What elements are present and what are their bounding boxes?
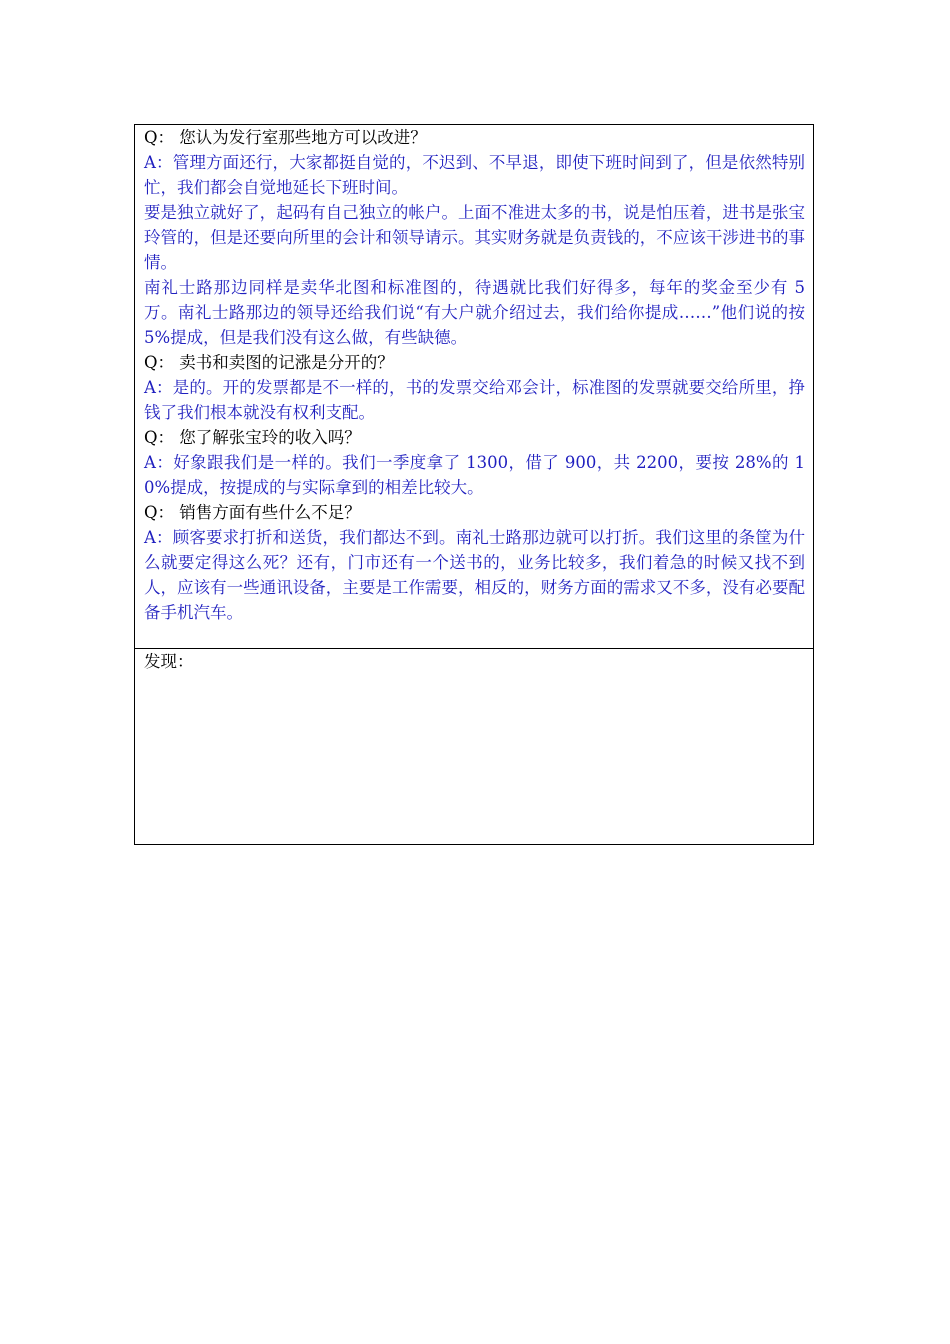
question-line: Q： 您了解张宝玲的收入吗？ <box>144 428 361 447</box>
interview-table <box>134 124 814 845</box>
question-line: Q： 您认为发行室那些地方可以改进？ <box>144 128 427 147</box>
answer-line: A：顾客要求打折和送货，我们都达不到。南礼士路那边就可以打折。我们这里的条筐为什么就要定得这么死？还有，门市还有一个送书的，业务比较多，我们着急的时候又找不到人，应该有一些通讯设备，主要是工作需要，相反的，财务方面的需求又不多，没有必要配备手机汽车。 <box>144 528 805 622</box>
qa-cell <box>135 125 813 649</box>
finding-label: 发现： <box>144 652 194 671</box>
question-line: Q： 销售方面有些什么不足？ <box>144 503 361 522</box>
answer-line: A：好象跟我们是一样的。我们一季度拿了 1300，借了 900，共 2200，要按 28%的 10%提成，按提成的与实际拿到的相差比较大。 <box>144 453 805 497</box>
answer-line: 要是独立就好了，起码有自己独立的帐户。上面不准进太多的书，说是怕压着，进书是张宝玲管的，但是还要向所里的会计和领导请示。其实财务就是负责钱的，不应该干涉进书的事情。 <box>144 203 805 272</box>
answer-line: A：管理方面还行，大家都挺自觉的，不迟到、不早退，即使下班时间到了，但是依然特别忙，我们都会自觉地延长下班时间。 <box>144 153 805 197</box>
finding-cell <box>135 649 813 844</box>
answer-line: 南礼士路那边同样是卖华北图和标准图的，待遇就比我们好得多，每年的奖金至少有 5 万。南礼士路那边的领导还给我们说“有大户就介绍过去，我们给你提成……”他们说的按 5%提成，但是我们没有这么做，有些缺德。 <box>144 278 805 347</box>
question-line: Q： 卖书和卖图的记涨是分开的？ <box>144 353 394 372</box>
answer-line: A：是的。开的发票都是不一样的，书的发票交给邓会计，标准图的发票就要交给所里，挣钱了我们根本就没有权利支配。 <box>144 378 805 422</box>
